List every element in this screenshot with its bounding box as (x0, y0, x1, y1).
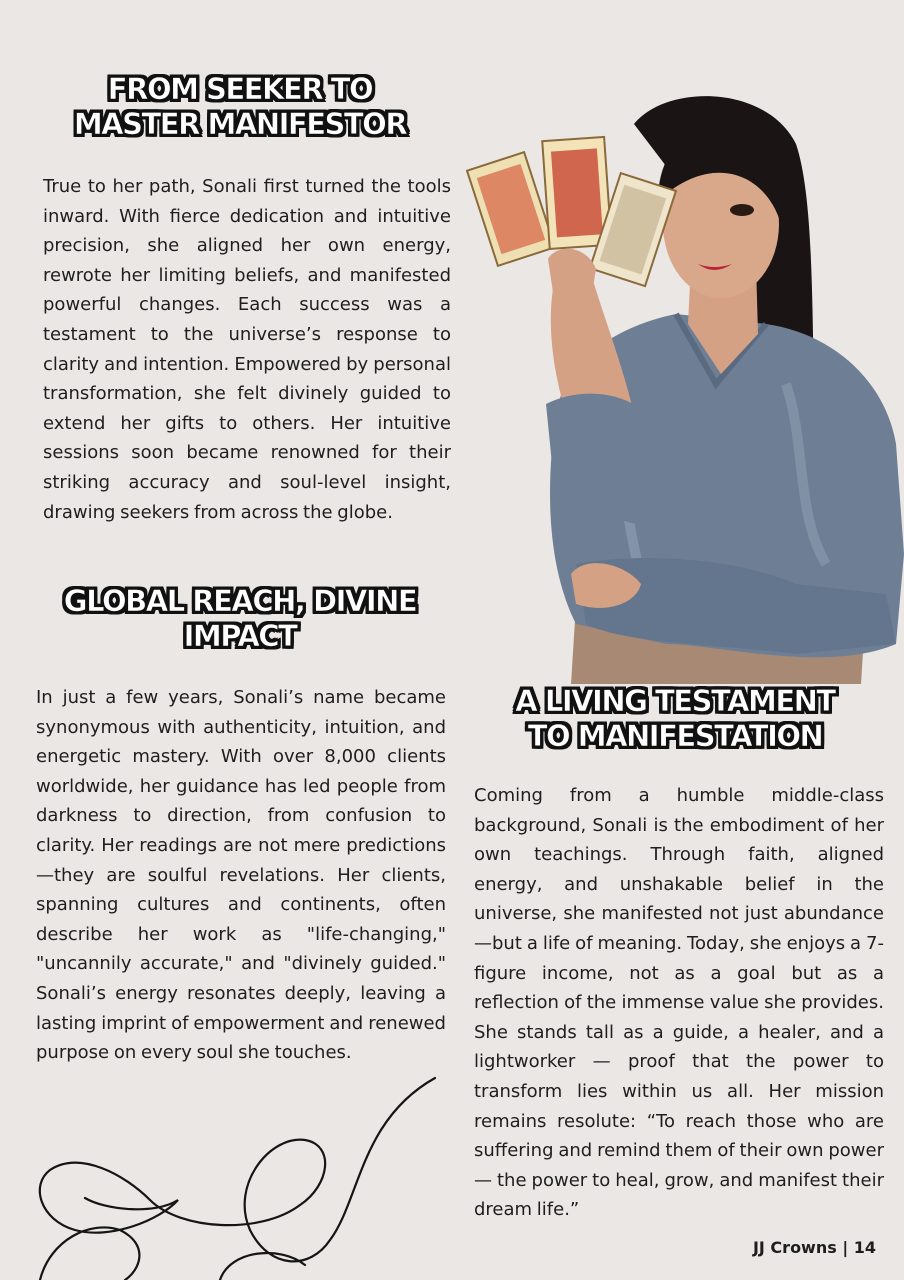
page-footer: JJ Crowns | 14 (752, 1238, 876, 1257)
paragraph-global-reach: In just a few years, Sonali’s name became synonymous with authenticity, intuition, and energetic mastery. With over 8,000 clients worldwide, her guidance has led people from darkness to direction, from confusion to clarity. Her readings are not mere predictions—they are soulful revelations. Her clients, spanning cultures and continents, often describe her work as "life-changing," "uncannily accurate," and "divinely guided." Sonali’s energy resonates deeply, leaving a lasting imprint of empowerment and renewed purpose on every soul she touches. (36, 687, 446, 1064)
heading-global-reach (30, 584, 450, 655)
heading-line: IMPACT (183, 619, 297, 654)
tarot-card-art (477, 164, 545, 254)
tarot-card-art (551, 148, 603, 237)
heading-from-seeker (30, 72, 450, 143)
heading-line: FROM SEEKER TO (107, 72, 373, 106)
fingers-shape (548, 249, 596, 299)
decorative-line-doodle (30, 1060, 450, 1280)
sleeve-shape (546, 394, 656, 524)
heading-line: GLOBAL REACH, DIVINE (63, 584, 417, 618)
heading-line: A LIVING TESTAMENT (515, 684, 835, 718)
paragraph-from-seeker: True to her path, Sonali first turned the tools inward. With fierce dedication and intuitive precision, she aligned her own energy, rewrote her limiting beliefs, and manifested powerful changes. Each success was a testament to the universe’s response to clarity and intention. Empowered by personal transformation, she felt divinely guided to extend her gifts to others. Her intuitive sessions soon became renowned for their striking accuracy and soul-level insight, drawing seekers from across the globe. (43, 176, 451, 523)
heading-line: MASTER MANIFESTOR (73, 107, 407, 142)
heading-line: TO MANIFESTATION (527, 719, 823, 754)
heading-living-testament (470, 684, 880, 755)
doodle-path (40, 1078, 435, 1280)
portrait-photo (466, 84, 904, 684)
paragraph-living-testament: Coming from a humble middle-class background, Sonali is the embodiment of her own teachings. Through faith, aligned energy, and unshakable belief in the universe, she manifested not just abundance—but a life of meaning. Today, she enjoys a 7-figure income, not as a goal but as a reflection of the immense value she provides. She stands tall as a guide, a healer, and a lightworker — proof that the power to transform lies within us all. Her mission remains resolute: “To reach those who are suffering and remind them of their own power — the power to heal, grow, and manifest their dream life.” (474, 785, 884, 1221)
eye-shape (730, 204, 754, 216)
